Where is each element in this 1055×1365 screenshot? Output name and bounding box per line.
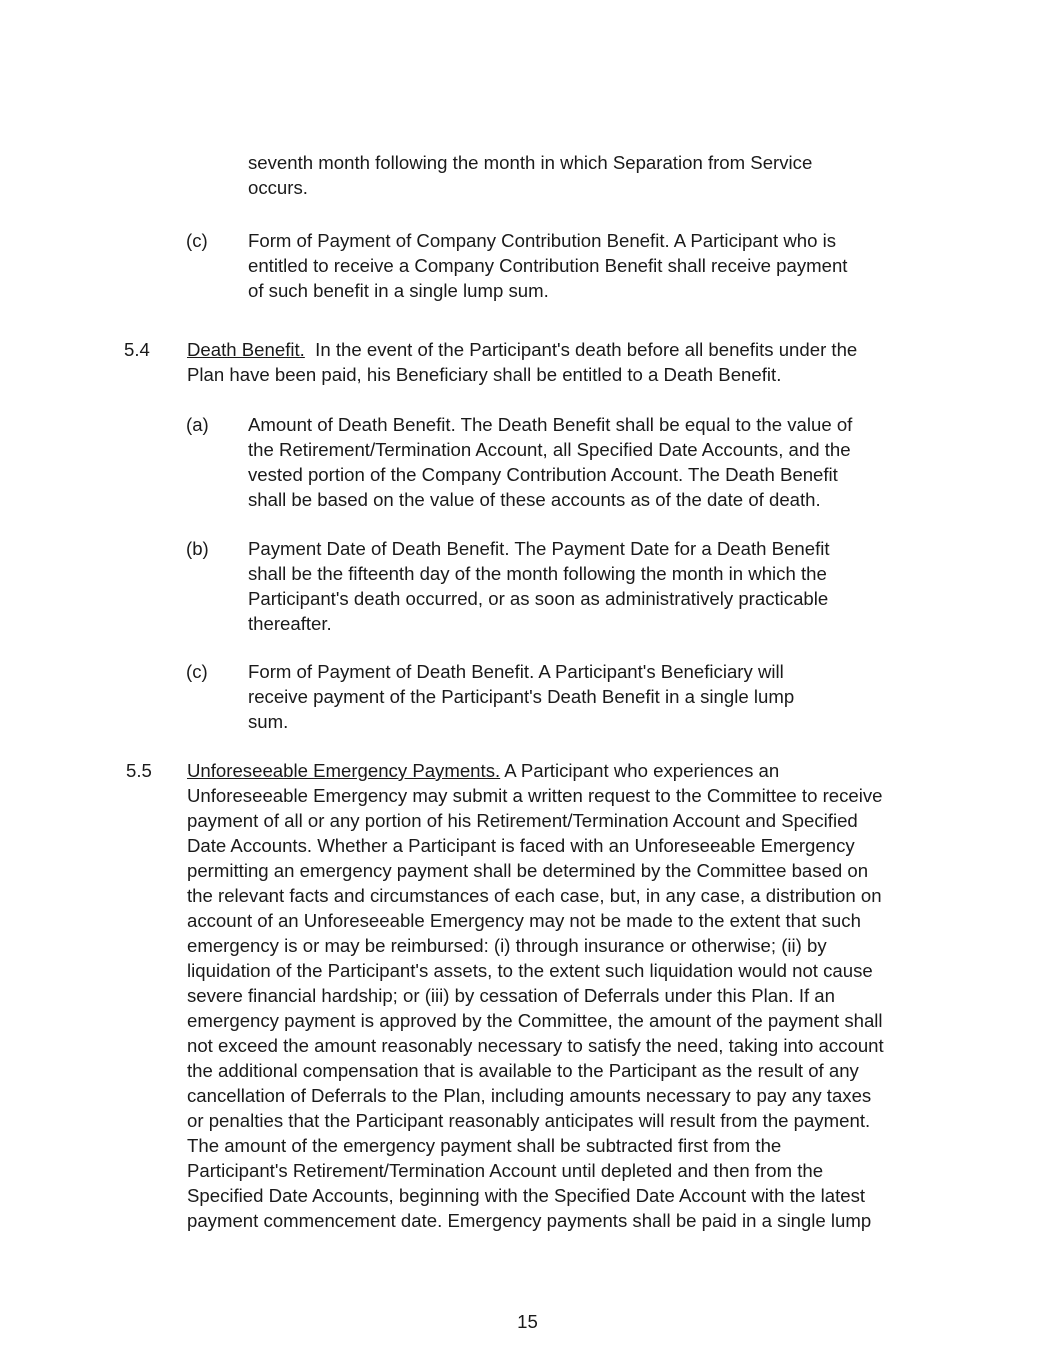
section-number-5-5: 5.5 — [126, 760, 152, 781]
text-line: vested portion of the Company Contribution Account. The Death Benefit — [248, 464, 838, 485]
text-line: shall be the fifteenth day of the month following the month in which the — [248, 563, 827, 584]
text-run: In the event of the Participant's death before all benefits under the — [304, 339, 858, 360]
text-line: not exceed the amount reasonably necessary to satisfy the need, taking into account — [187, 1035, 884, 1056]
text-line: the relevant facts and circumstances of each case, but, in any case, a distribution on — [187, 885, 882, 906]
text-line: severe financial hardship; or (iii) by cessation of Deferrals under this Plan. If an — [187, 985, 835, 1006]
text-line: The amount of the emergency payment shall be subtracted first from the — [187, 1135, 782, 1156]
text-line: entitled to receive a Company Contribution Benefit shall receive payment — [248, 255, 848, 276]
text-run: A Participant who experiences an — [500, 760, 780, 781]
text-line: Payment Date of Death Benefit. The Payment Date for a Death Benefit — [248, 538, 830, 559]
item-c-company-contribution — [248, 228, 847, 303]
text-line: emergency payment is approved by the Committee, the amount of the payment shall — [187, 1010, 883, 1031]
text-line: emergency is or may be reimbursed: (i) through insurance or otherwise; (ii) by — [187, 935, 827, 956]
item-b-payment-date — [248, 536, 830, 636]
text-line: payment of all or any portion of his Retirement/Termination Account and Specified — [187, 810, 858, 831]
text-line: the Retirement/Termination Account, all Specified Date Accounts, and the — [248, 439, 851, 460]
text-line: the additional compensation that is available to the Participant as the result of any — [187, 1060, 859, 1081]
section-heading-death-benefit: Death Benefit. — [187, 339, 305, 360]
text-line: seventh month following the month in which Separation from Service — [248, 152, 813, 173]
text-line: receive payment of the Participant's Death Benefit in a single lump — [248, 686, 795, 707]
item-label-c-death: (c) — [186, 661, 208, 682]
text-line: cancellation of Deferrals to the Plan, including amounts necessary to pay any taxes — [187, 1085, 872, 1106]
text-line — [187, 337, 857, 362]
text-line: Participant's Retirement/Termination Account until depleted and then from the — [187, 1160, 824, 1181]
section-5-5-unforeseeable-emergency — [187, 758, 884, 1233]
page-number: 15 — [517, 1311, 538, 1332]
item-label-a: (a) — [186, 414, 209, 435]
text-line: account of an Unforeseeable Emergency may not be made to the extent that such — [187, 910, 861, 931]
text-line: permitting an emergency payment shall be determined by the Committee based on — [187, 860, 869, 881]
text-line: payment commencement date. Emergency payments shall be paid in a single lump — [187, 1210, 872, 1231]
text-line: Form of Payment of Company Contribution Benefit. A Participant who is — [248, 230, 837, 251]
text-line: Date Accounts. Whether a Participant is faced with an Unforeseeable Emergency — [187, 835, 855, 856]
text-line: Form of Payment of Death Benefit. A Participant's Beneficiary will — [248, 661, 784, 682]
text-line: of such benefit in a single lump sum. — [248, 280, 549, 301]
section-number-5-4: 5.4 — [124, 339, 150, 360]
text-line: liquidation of the Participant's assets, to the extent such liquidation would not cause — [187, 960, 873, 981]
section-heading-unforeseeable-emergency: Unforeseeable Emergency Payments. — [187, 760, 501, 781]
text-line: or penalties that the Participant reasonably anticipates will result from the payment. — [187, 1110, 871, 1131]
text-line: Amount of Death Benefit. The Death Benefit shall be equal to the value of — [248, 414, 853, 435]
text-line: Unforeseeable Emergency may submit a written request to the Committee to receive — [187, 785, 883, 806]
text-line: thereafter. — [248, 613, 332, 634]
text-line — [187, 758, 884, 783]
text-line: Plan have been paid, his Beneficiary shall be entitled to a Death Benefit. — [187, 364, 782, 385]
text-line: occurs. — [248, 177, 308, 198]
item-label-c-company: (c) — [186, 230, 208, 251]
text-line: shall be based on the value of these accounts as of the date of death. — [248, 489, 821, 510]
item-label-b: (b) — [186, 538, 209, 559]
text-line: sum. — [248, 711, 289, 732]
item-a-amount-of-death-benefit — [248, 412, 852, 512]
continuation-paragraph — [248, 150, 812, 200]
item-c-form-of-payment-death — [248, 659, 794, 734]
section-5-4-death-benefit — [187, 337, 857, 387]
text-line: Participant's death occurred, or as soon as administratively practicable — [248, 588, 829, 609]
text-line: Specified Date Accounts, beginning with the Specified Date Account with the latest — [187, 1185, 866, 1206]
